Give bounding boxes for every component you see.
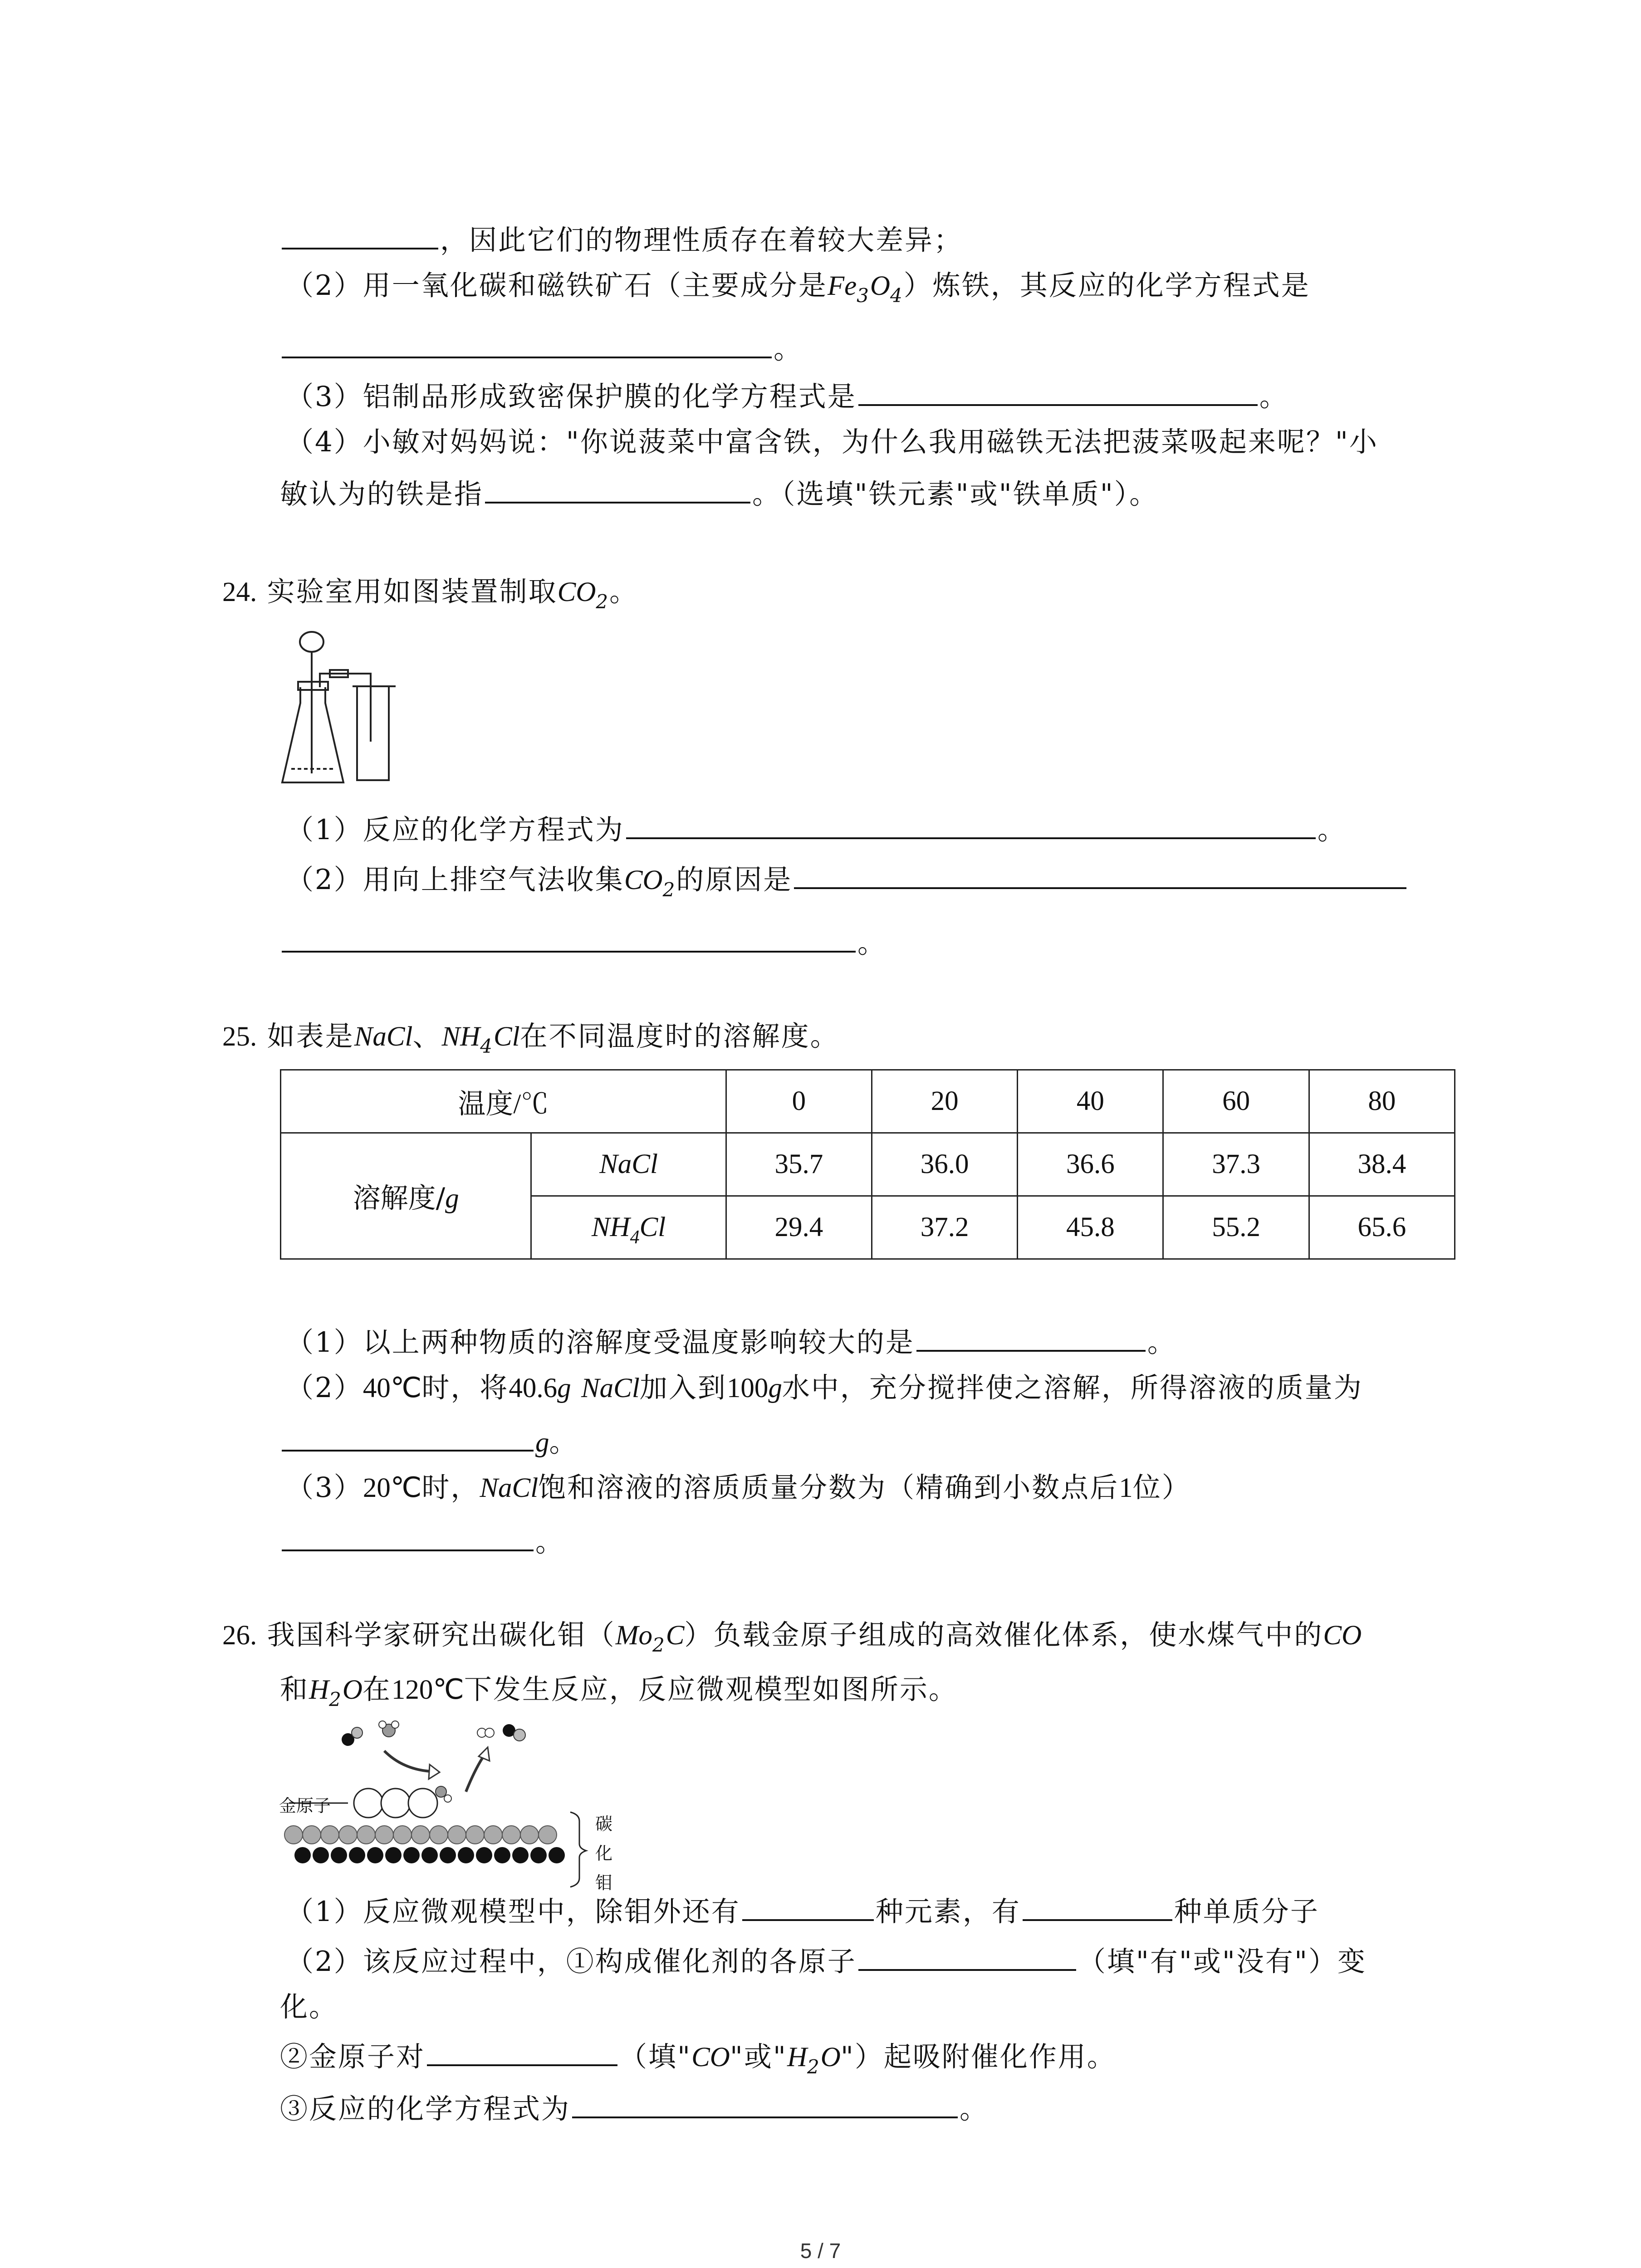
- molybdenum-atom: [339, 1826, 357, 1844]
- table-cell: 35.7: [726, 1133, 872, 1196]
- table-cell: 29.4: [726, 1196, 872, 1259]
- q24-part2: （2）用向上排空气法收集$CO_2$的原因是: [286, 862, 1408, 901]
- row-label-nacl: NaCl: [531, 1133, 726, 1196]
- table-cell: 80: [1309, 1070, 1455, 1133]
- q26-part4: ③反应的化学方程式为 。: [280, 2093, 989, 2125]
- arrow-icon: [384, 1751, 430, 1771]
- carbon-atom: [458, 1847, 474, 1863]
- answer-blank[interactable]: [626, 837, 1316, 839]
- carbon-atom: [440, 1847, 456, 1863]
- q23-line1: ，因此它们的物理性质存在着较大差异；: [280, 222, 963, 259]
- q23-part2-answer: 。: [280, 331, 803, 367]
- q23-part4-line1: （4）小敏对妈妈说："你说菠菜中富含铁，为什么我用磁铁无法把菠菜吸起来呢？"小: [286, 426, 1378, 458]
- gold-atoms: [354, 1789, 437, 1818]
- carbide-label-1: 碳: [595, 1814, 613, 1834]
- product-molecules: [477, 1724, 525, 1741]
- carbon-atom: [494, 1847, 510, 1863]
- answer-blank[interactable]: [485, 501, 750, 503]
- table-row: [281, 1070, 1455, 1133]
- table-cell: 45.8: [1018, 1196, 1163, 1259]
- arrow-icon: [466, 1755, 484, 1792]
- table-cell: 55.2: [1163, 1196, 1309, 1259]
- catalyst-model-figure: [280, 1719, 625, 1892]
- carbon-atom: [421, 1847, 438, 1863]
- molybdenum-atom: [303, 1826, 321, 1844]
- gas-jar: [357, 687, 389, 780]
- carbon-atom: [530, 1847, 547, 1863]
- answer-blank[interactable]: [282, 950, 856, 953]
- table-cell: 38.4: [1309, 1133, 1455, 1196]
- q26-part2-cont: 化。: [280, 1991, 338, 2023]
- molybdenum-atom: [502, 1826, 520, 1844]
- answer-blank[interactable]: [1023, 1919, 1172, 1921]
- carbon-atom: [313, 1847, 329, 1863]
- q23-part3: （3）铝制品形成致密保护膜的化学方程式是 。: [286, 381, 1288, 413]
- catalyst-model-svg: [280, 1719, 625, 1892]
- carbon-atom: [331, 1847, 347, 1863]
- q25-part2-answer: g。: [280, 1424, 578, 1461]
- answer-blank[interactable]: [282, 1449, 534, 1452]
- answer-blank[interactable]: [282, 247, 438, 249]
- q24-part1: （1）反应的化学方程式为 。: [286, 814, 1347, 846]
- carbon-atom: [367, 1847, 383, 1863]
- carbon-atom: [294, 1847, 311, 1863]
- molybdenum-atom: [375, 1826, 393, 1844]
- table-cell: 20: [872, 1070, 1018, 1133]
- carbon-atom-row: [294, 1847, 565, 1863]
- table-cell: 0: [726, 1070, 872, 1133]
- molybdenum-atom: [448, 1826, 466, 1844]
- molybdenum-atom: [430, 1826, 448, 1844]
- gold-atom-label: 金原子: [279, 1796, 331, 1816]
- q25-part2: （2）40℃时，将40.6g NaCl加入到100g水中，充分搅拌使之溶解，所得溶液的质量为: [286, 1372, 1363, 1404]
- table-cell: 37.3: [1163, 1133, 1309, 1196]
- molybdenum-atom: [411, 1826, 430, 1844]
- q26-stem-line2: 和$H_2O$在120℃下发生反应，反应微观模型如图所示。: [280, 1673, 958, 1711]
- carbon-atom: [349, 1847, 365, 1863]
- molybdenum-atom: [393, 1826, 411, 1844]
- answer-blank[interactable]: [742, 1919, 874, 1921]
- molybdenum-atom: [357, 1826, 375, 1844]
- solubility-table: [280, 1069, 1455, 1260]
- molybdenum-atom: [284, 1826, 303, 1844]
- q26-part1: （1）反应微观模型中，除钼外还有 种元素，有 种单质分子: [286, 1896, 1319, 1928]
- table-cell: 37.2: [872, 1196, 1018, 1259]
- table-cell: 36.0: [872, 1133, 1018, 1196]
- carbon-atom: [385, 1847, 402, 1863]
- q24-part2-cont: 。: [280, 925, 887, 962]
- carbon-atom: [549, 1847, 565, 1863]
- row-label-nh4cl: $NH_4Cl$: [531, 1196, 726, 1259]
- table-cell: 36.6: [1018, 1133, 1163, 1196]
- answer-blank[interactable]: [572, 2116, 958, 2118]
- molybdenum-atom: [484, 1826, 502, 1844]
- q25-part3: （3）20℃时，NaCl饱和溶液的溶质质量分数为（精确到小数点后1位）: [286, 1471, 1191, 1504]
- arrow-icon: [479, 1747, 490, 1761]
- molybdenum-atom-row: [284, 1826, 557, 1844]
- q26-part3: ②金原子对 （填"CO"或"$H_2O$"）起吸附催化作用。: [280, 2041, 1116, 2078]
- q25-stem: 25. 如表是NaCl、$NH_4Cl$在不同温度时的溶解度。: [222, 1020, 839, 1057]
- table-cell: 65.6: [1309, 1196, 1455, 1259]
- answer-blank[interactable]: [858, 404, 1258, 406]
- molybdenum-atom: [520, 1826, 539, 1844]
- q24-stem: 24. 实验室用如图装置制取$CO_2$。: [222, 576, 639, 613]
- q23-part2: （2）用一氧化碳和磁铁矿石（主要成分是$Fe_3O_4$）炼铁，其反应的化学方程式是: [286, 269, 1310, 307]
- carbide-label-2: 化: [595, 1843, 613, 1863]
- answer-blank[interactable]: [858, 1969, 1076, 1971]
- molybdenum-atom: [466, 1826, 484, 1844]
- page-number: 5 / 7: [800, 2239, 841, 2263]
- molybdenum-atom: [539, 1826, 557, 1844]
- funnel-bulb: [300, 632, 323, 652]
- table-cell: 60: [1163, 1070, 1309, 1133]
- answer-blank[interactable]: [427, 2064, 617, 2066]
- carbide-bracket: [570, 1812, 586, 1887]
- q25-part1: （1）以上两种物质的溶解度受温度影响较大的是 。: [286, 1326, 1176, 1359]
- q25-part3-answer: 。: [280, 1524, 564, 1560]
- temp-header: 温度/℃: [281, 1070, 726, 1133]
- carbon-atom: [512, 1847, 529, 1863]
- stopper: [298, 682, 328, 690]
- solubility-label: 溶解度/g: [281, 1133, 531, 1259]
- carbon-atom: [403, 1847, 420, 1863]
- molybdenum-atom: [321, 1826, 339, 1844]
- answer-blank[interactable]: [916, 1349, 1146, 1352]
- arrow-icon: [429, 1765, 440, 1779]
- q26-stem-line1: 26. 我国科学家研究出碳化钼$(Mo_2C)$负载金原子组成的高效催化体系，使水煤气中的CO: [222, 1619, 1362, 1656]
- carbide-label-3: 钼: [595, 1873, 613, 1893]
- answer-blank[interactable]: [282, 356, 772, 358]
- answer-blank[interactable]: [282, 1549, 534, 1551]
- co2-apparatus-figure: [280, 628, 448, 796]
- q26-part2: （2）该反应过程中，①构成催化剂的各原子 （填"有"或"没有"）变: [286, 1945, 1367, 1978]
- table-row: [281, 1133, 1455, 1196]
- reactant-molecules: [342, 1721, 399, 1746]
- q23-part4-line2: 敏认为的铁是指 。（选填"铁元素"或"铁单质"）。: [280, 478, 1159, 510]
- carbon-atom: [476, 1847, 492, 1863]
- answer-blank[interactable]: [794, 887, 1406, 889]
- table-cell: 40: [1018, 1070, 1163, 1133]
